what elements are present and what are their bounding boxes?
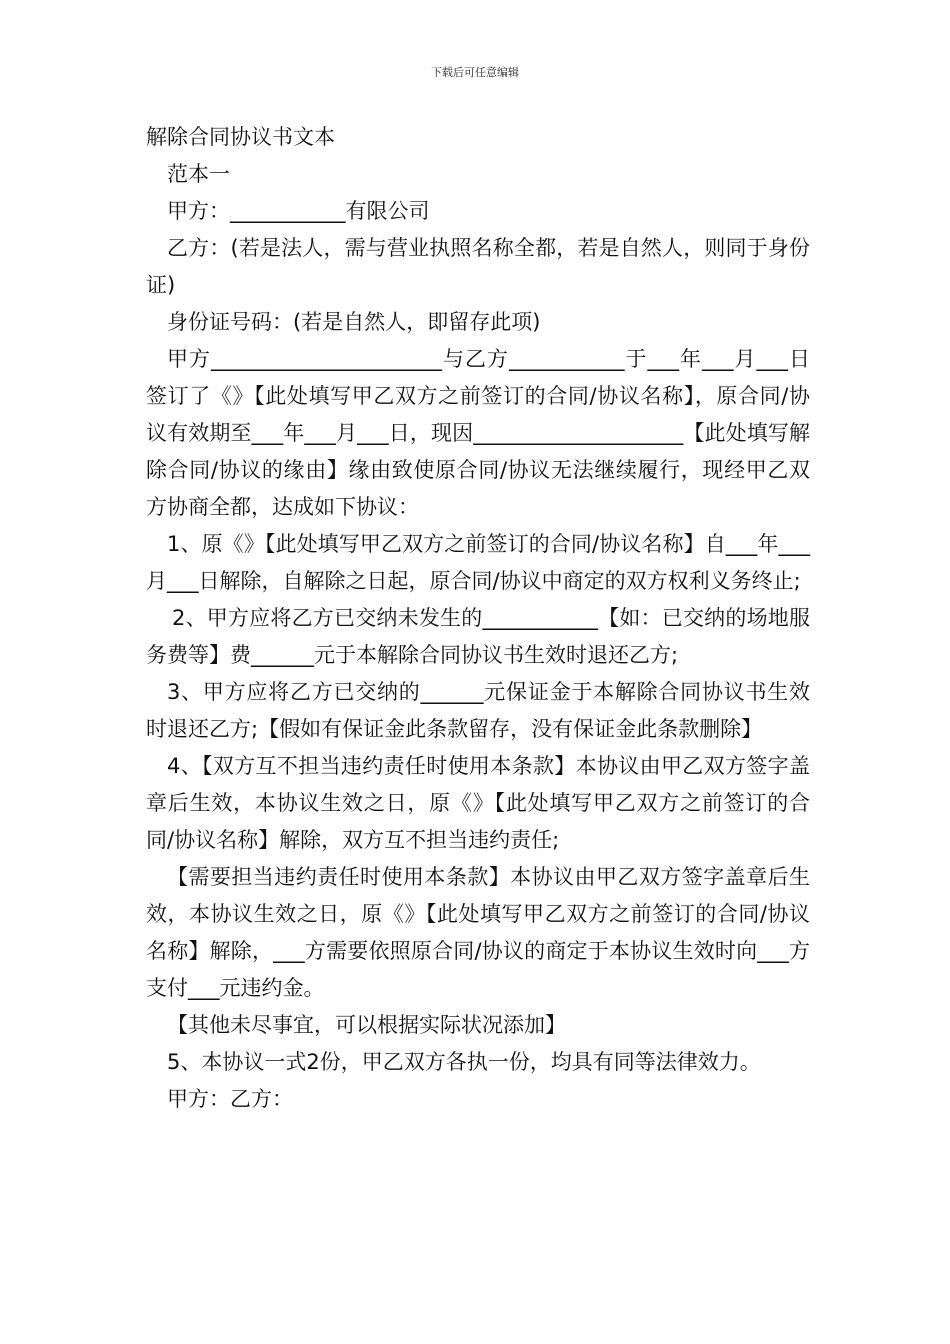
signature-line: 甲方：乙方： bbox=[167, 1087, 293, 1111]
sample-label: 范本一 bbox=[167, 162, 230, 186]
clause-3: 3、甲方应将乙方已交纳的______元保证金于本解除合同协议书生效时退还乙方;【假如有保证金此条款留存，没有保证金此条款删除】 bbox=[146, 680, 810, 741]
intro-paragraph: 甲方______________________与乙方___________于___年___月___日签订了《》【此处填写甲乙双方之前签订的合同/协议名称】，原合同/协议有效期至___年___月___日，现因____________________【此处填写解除合同/协议的缘由】缘由致使原合同/协议无法继续履行，现经甲乙双方协商全都，达成如下协议： bbox=[146, 347, 810, 519]
clause-2: 2、甲方应将乙方已交纳未发生的___________【如：已交纳的场地服务费等】费______元于本解除合同协议书生效时退还乙方; bbox=[146, 606, 810, 667]
document-title: 解除合同协议书文本 bbox=[146, 125, 335, 149]
clause-1: 1、原《》【此处填写甲乙双方之前签订的合同/协议名称】自___年___月___日解除，自解除之日起，原合同/协议中商定的双方权利义务终止; bbox=[146, 532, 810, 593]
party-b-line: 乙方：(若是法人，需与营业执照名称全都，若是自然人，则同于身份证) bbox=[146, 236, 810, 297]
clause-4: 4、【双方互不担当违约责任时使用本条款】本协议由甲乙双方签字盖章后生效，本协议生效之日，原《》【此处填写甲乙双方之前签订的合同/协议名称】解除，双方互不担当违约责任; bbox=[146, 754, 810, 852]
page-header-note: 下载后可任意编辑 bbox=[431, 66, 519, 79]
party-a-line: 甲方：___________有限公司 bbox=[167, 199, 430, 223]
other-matters-note: 【其他未尽事宜，可以根据实际状况添加】 bbox=[167, 1013, 566, 1037]
document-body bbox=[146, 118, 810, 1118]
id-number-line: 身份证号码：(若是自然人，即留存此项) bbox=[167, 310, 541, 334]
clause-4-alternative: 【需要担当违约责任时使用本条款】本协议由甲乙双方签字盖章后生效，本协议生效之日，原《》【此处填写甲乙双方之前签订的合同/协议名称】解除，___方需要依照原合同/协议的商定于本协议生效时向___方支付___元违约金。 bbox=[146, 865, 810, 1000]
clause-5: 5、本协议一式2份，甲乙双方各执一份，均具有同等法律效力。 bbox=[167, 1050, 761, 1074]
